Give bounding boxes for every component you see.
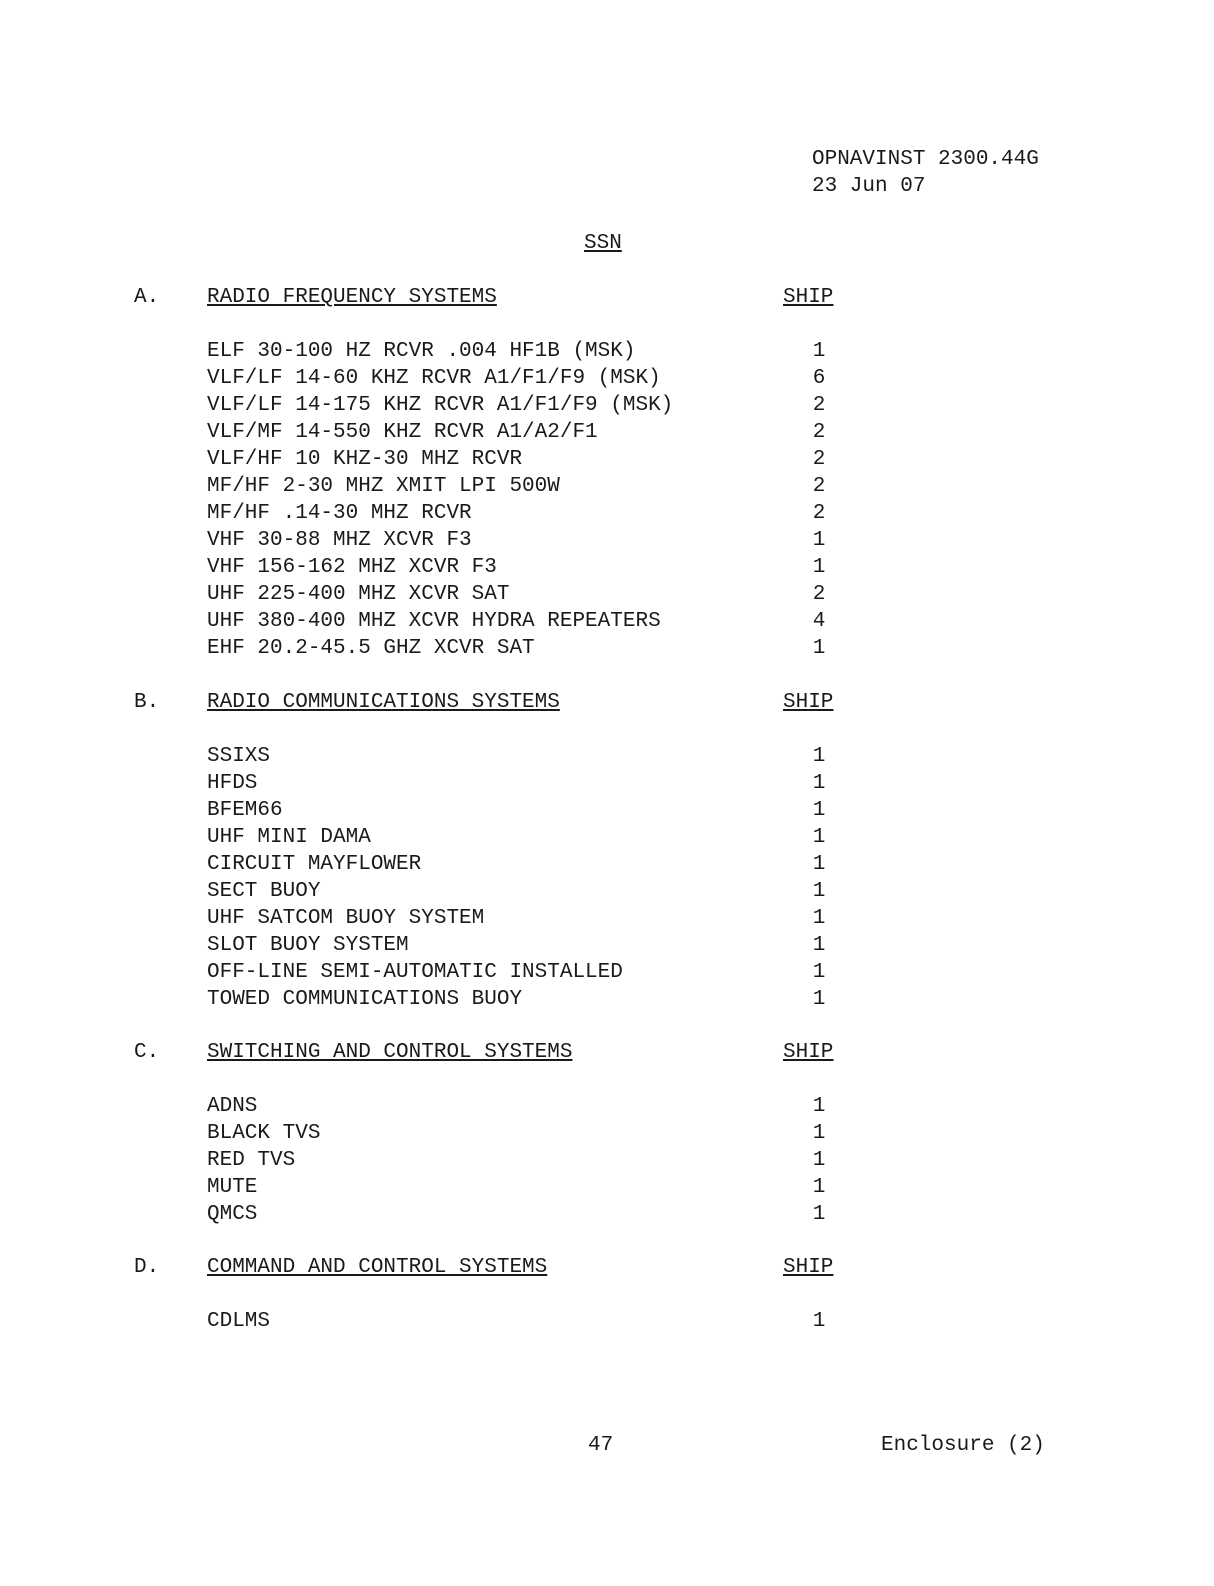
- equipment-label: VHF 156-162 MHZ XCVR F3: [207, 556, 497, 579]
- list-item: [0, 419, 1214, 446]
- equipment-label: TOWED COMMUNICATIONS BUOY: [207, 988, 523, 1011]
- column-header-ship: SHIP: [783, 1041, 834, 1064]
- ship-quantity: 1: [812, 853, 826, 876]
- list-item: [0, 986, 1214, 1013]
- equipment-label: CIRCUIT MAYFLOWER: [207, 853, 422, 876]
- equipment-label: BLACK TVS: [207, 1122, 321, 1145]
- ship-quantity: 1: [812, 529, 826, 552]
- ship-quantity: 1: [812, 880, 826, 903]
- list-item: [0, 446, 1214, 473]
- section-title: SWITCHING AND CONTROL SYSTEMS: [207, 1041, 573, 1064]
- column-header-ship: SHIP: [783, 1256, 834, 1279]
- enclosure-label: Enclosure (2): [881, 1434, 1045, 1457]
- list-item: [0, 743, 1214, 770]
- equipment-label: MF/HF 2-30 MHZ XMIT LPI 500W: [207, 475, 560, 498]
- ship-quantity: 1: [812, 1095, 826, 1118]
- list-item: [0, 554, 1214, 581]
- list-item: [0, 1174, 1214, 1201]
- equipment-label: VLF/HF 10 KHZ-30 MHZ RCVR: [207, 448, 523, 471]
- list-item: [0, 770, 1214, 797]
- list-item: [0, 824, 1214, 851]
- section-letter: B.: [134, 691, 160, 714]
- equipment-label: MUTE: [207, 1176, 258, 1199]
- equipment-label: ELF 30-100 HZ RCVR .004 HF1B (MSK): [207, 340, 636, 363]
- list-item: [0, 527, 1214, 554]
- section-heading: [0, 689, 1214, 716]
- equipment-label: VHF 30-88 MHZ XCVR F3: [207, 529, 472, 552]
- list-item: [0, 581, 1214, 608]
- ship-quantity: 1: [812, 961, 826, 984]
- column-header-ship: SHIP: [783, 286, 834, 309]
- equipment-label: HFDS: [207, 772, 258, 795]
- section-heading: [0, 1254, 1214, 1281]
- ship-quantity: 1: [812, 1176, 826, 1199]
- ship-quantity: 6: [812, 367, 826, 390]
- ship-quantity: 1: [812, 934, 826, 957]
- equipment-label: RED TVS: [207, 1149, 296, 1172]
- ship-quantity: 2: [812, 394, 826, 417]
- equipment-label: OFF-LINE SEMI-AUTOMATIC INSTALLED: [207, 961, 623, 984]
- list-item: [0, 959, 1214, 986]
- ship-quantity: 4: [812, 610, 826, 633]
- list-item: [0, 338, 1214, 365]
- list-item: [0, 635, 1214, 662]
- ship-quantity: 1: [812, 1310, 826, 1333]
- equipment-label: UHF 225-400 MHZ XCVR SAT: [207, 583, 510, 606]
- equipment-label: QMCS: [207, 1203, 258, 1226]
- equipment-label: VLF/LF 14-60 KHZ RCVR A1/F1/F9 (MSK): [207, 367, 661, 390]
- section-letter: C.: [134, 1041, 160, 1064]
- ship-quantity: 1: [812, 1203, 826, 1226]
- section-letter: D.: [134, 1256, 160, 1279]
- document-header: [812, 146, 1039, 200]
- ship-quantity: 1: [812, 826, 826, 849]
- equipment-label: EHF 20.2-45.5 GHZ XCVR SAT: [207, 637, 535, 660]
- equipment-list: [0, 1093, 1214, 1228]
- list-item: [0, 365, 1214, 392]
- ship-quantity: 1: [812, 1122, 826, 1145]
- ship-quantity: 2: [812, 421, 826, 444]
- ship-quantity: 1: [812, 556, 826, 579]
- instruction-number: OPNAVINST 2300.44G: [812, 148, 1039, 171]
- ship-quantity: 2: [812, 502, 826, 525]
- equipment-label: VLF/MF 14-550 KHZ RCVR A1/A2/F1: [207, 421, 598, 444]
- list-item: [0, 1308, 1214, 1335]
- equipment-label: UHF 380-400 MHZ XCVR HYDRA REPEATERS: [207, 610, 661, 633]
- list-item: [0, 1093, 1214, 1120]
- list-item: [0, 500, 1214, 527]
- ship-quantity: 1: [812, 772, 826, 795]
- equipment-list: [0, 1308, 1214, 1335]
- ship-quantity: 1: [812, 637, 826, 660]
- equipment-list: [0, 743, 1214, 1013]
- list-item: [0, 905, 1214, 932]
- equipment-label: UHF SATCOM BUOY SYSTEM: [207, 907, 485, 930]
- ship-quantity: 1: [812, 745, 826, 768]
- list-item: [0, 797, 1214, 824]
- ship-quantity: 1: [812, 988, 826, 1011]
- list-item: [0, 1147, 1214, 1174]
- list-item: [0, 851, 1214, 878]
- equipment-label: ADNS: [207, 1095, 258, 1118]
- equipment-label: CDLMS: [207, 1310, 271, 1333]
- section-letter: A.: [134, 286, 160, 309]
- ship-quantity: 2: [812, 475, 826, 498]
- equipment-label: MF/HF .14-30 MHZ RCVR: [207, 502, 472, 525]
- list-item: [0, 932, 1214, 959]
- column-header-ship: SHIP: [783, 691, 834, 714]
- ship-quantity: 1: [812, 1149, 826, 1172]
- equipment-label: UHF MINI DAMA: [207, 826, 371, 849]
- ship-quantity: 2: [812, 583, 826, 606]
- equipment-list: [0, 338, 1214, 662]
- list-item: [0, 878, 1214, 905]
- list-item: [0, 392, 1214, 419]
- section-heading: [0, 1039, 1214, 1066]
- document-date: 23 Jun 07: [812, 175, 926, 198]
- list-item: [0, 608, 1214, 635]
- equipment-label: SSIXS: [207, 745, 271, 768]
- ship-quantity: 2: [812, 448, 826, 471]
- section-title: RADIO FREQUENCY SYSTEMS: [207, 286, 497, 309]
- equipment-label: BFEM66: [207, 799, 283, 822]
- list-item: [0, 473, 1214, 500]
- section-title: RADIO COMMUNICATIONS SYSTEMS: [207, 691, 560, 714]
- page-number: 47: [588, 1434, 614, 1457]
- section-title: COMMAND AND CONTROL SYSTEMS: [207, 1256, 548, 1279]
- equipment-label: SECT BUOY: [207, 880, 321, 903]
- equipment-label: SLOT BUOY SYSTEM: [207, 934, 409, 957]
- list-item: [0, 1201, 1214, 1228]
- section-heading: [0, 284, 1214, 311]
- page-title: SSN: [584, 232, 622, 255]
- equipment-label: VLF/LF 14-175 KHZ RCVR A1/F1/F9 (MSK): [207, 394, 674, 417]
- list-item: [0, 1120, 1214, 1147]
- ship-quantity: 1: [812, 907, 826, 930]
- ship-quantity: 1: [812, 799, 826, 822]
- ship-quantity: 1: [812, 340, 826, 363]
